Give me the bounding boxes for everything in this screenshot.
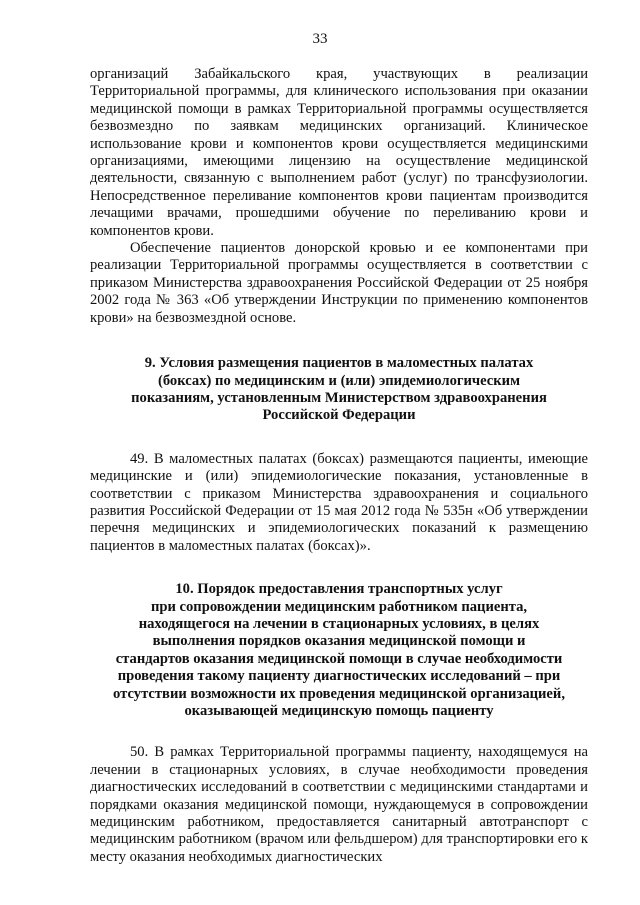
heading-line: оказывающей медицинскую помощь пациенту — [184, 703, 494, 719]
heading-line: при сопровождении медицинским работником пациента, — [150, 598, 528, 615]
section-heading-9 — [90, 355, 588, 425]
paragraph-49: 49. В маломестных палатах (боксах) размещаются пациенты, имеющие медицинские и (или) эпидемиологические показания, установленные в соответствии с приказом Министерства здравоохранения и социального развития Российской Федерации от 15 мая 2012 года № 535н «Об утверждении перечня медицинских и эпидемиологических показаний к размещению пациентов в маломестных палатах (боксах)». — [90, 450, 588, 554]
paragraph-donor-blood-provision: Обеспечение пациентов донорской кровью и ее компонентами при реализации Территориальной программы осуществляется в соответствии с приказом Министерства здравоохранения Российской Федерации от 25 ноября 2002 года № 363 «Об утверждении Инструкции по применению компонентов крови» на безвозмездной основе. — [90, 240, 588, 326]
heading-line: выполнения порядков оказания медицинской помощи и — [152, 633, 526, 650]
heading-line: стандартов оказания медицинской помощи в случае необходимости — [115, 650, 563, 667]
section-heading-10 — [90, 581, 588, 720]
heading-line: проведения такому пациенту диагностических исследований – при — [117, 668, 561, 685]
paragraph-blood-supply-continued: организаций Забайкальского края, участвующих в реализации Территориальной программы, для клинического использования при оказании медицинской помощи в рамках Территориальной программы осуществляется безвозмездно по заявкам медицинских организаций. Клиническое использование крови и компонентов крови осуществляется медицинскими организациями, имеющими лицензию на осуществление медицинской деятельности, связанную с выполнением работ (услуг) по трансфузиологии. Непосредственное переливание компонентов крови пациентам производится лечащими врачами, прошедшими обучение по переливанию крови и компонентов крови. — [90, 66, 588, 239]
heading-line: Российской Федерации — [262, 407, 416, 424]
page-number: 33 — [312, 31, 328, 47]
heading-line: отсутствии возможности их проведения медицинской организацией, — [113, 685, 565, 702]
heading-line: (боксах) по медицинским и (или) эпидемиологическим — [157, 372, 521, 389]
heading-line: 9. Условия размещения пациентов в маломестных палатах — [144, 355, 534, 372]
heading-line: показаниям, установленным Министерством здравоохранения — [131, 389, 547, 406]
heading-line: 10. Порядок предоставления транспортных услуг — [175, 581, 503, 598]
heading-line: находящегося на лечении в стационарных условиях, в целях — [138, 615, 540, 632]
page-content — [90, 66, 588, 866]
paragraph-50: 50. В рамках Территориальной программы пациенту, находящемуся на лечении в стационарных условиях, в случае необходимости проведения диагностических исследований в соответствии с медицинскими стандартами и порядками оказания медицинской помощи, нуждающемуся в сопровождении медицинским работником, предоставляется санитарный автотранспорт с медицинским работником (врачом или фельдшером) для транспортировки его к месту оказания необходимых диагностических — [90, 744, 588, 865]
